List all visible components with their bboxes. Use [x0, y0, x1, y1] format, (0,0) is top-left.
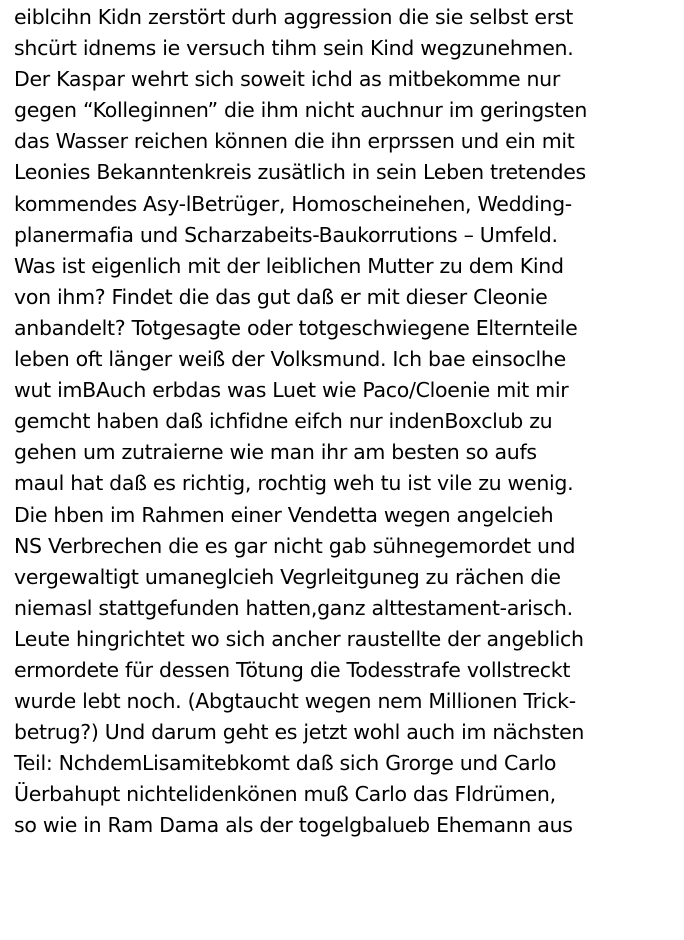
- text-line: vergewaltigt umaneglcieh Vegrleitguneg zu rächen die: [14, 564, 561, 589]
- text-line: wurde lebt noch. (Abgtaucht wegen nem Millionen Trick-: [14, 689, 576, 714]
- text-line: eiblcihn Kidn zerstört durh aggression die sie selbst erst: [14, 5, 573, 29]
- text-line: betrug?) Und darum geht es jetzt wohl auch im nächsten: [14, 720, 585, 745]
- text-line: gemcht haben daß ichfidne eifch nur indenBoxclub zu: [14, 409, 553, 434]
- text-line: niemasl stattgefunden hatten,ganz alttestament-arisch.: [14, 595, 573, 620]
- text-line: Leonies Bekanntenkreis zusätlich in sein Leben tretendes: [14, 160, 586, 185]
- text-line: von ihm? Findet die das gut daß er mit dieser Cleonie: [14, 284, 548, 309]
- text-line: Leute hingrichtet wo sich ancher raustellte der angeblich: [14, 626, 584, 651]
- text-line: so wie in Ram Dama als der togelgbalueb Ehemann aus: [14, 813, 573, 838]
- text-line: maul hat daß es richtig, rochtig weh tu ist vile zu wenig.: [14, 471, 574, 496]
- text-line: ermordete für dessen Tötung die Todesstrafe vollstreckt: [14, 657, 571, 682]
- text-line: das Wasser reichen können die ihn erprssen und ein mit: [14, 129, 575, 154]
- text-line: NS Verbrechen die es gar nicht gab sühnegemordet und: [14, 533, 576, 558]
- text-line: Der Kaspar wehrt sich soweit ichd as mitbekomme nur: [14, 67, 560, 92]
- text-line: anbandelt? Totgesagte oder totgeschwiegene Elternteile: [14, 315, 578, 340]
- text-line: shcürt idnems ie versuch tihm sein Kind wegzunehmen.: [14, 36, 574, 61]
- text-line: Was ist eigenlich mit der leiblichen Mutter zu dem Kind: [14, 253, 564, 278]
- text-line: planermafia und Scharzabeits-Baukorrutions – Umfeld.: [14, 222, 558, 247]
- text-line: Üerbahupt nichtelidenkönen muß Carlo das Fldrümen,: [14, 782, 556, 807]
- text-line: Die hben im Rahmen einer Vendetta wegen angelcieh: [14, 502, 554, 527]
- body-text: [14, 2, 678, 842]
- text-line: gegen “Kolleginnen” die ihm nicht auchnur im geringsten: [14, 98, 588, 123]
- text-line: leben oft länger weiß der Volksmund. Ich bae einsoclhe: [14, 347, 566, 372]
- text-line: gehen um zutraierne wie man ihr am besten so aufs: [14, 440, 537, 465]
- text-line: kommendes Asy-lBetrüger, Homoscheinehen, Wedding-: [14, 191, 572, 216]
- text-line: Teil: NchdemLisamitebkomt daß sich Grorge und Carlo: [14, 751, 557, 776]
- text-line: wut imBAuch erbdas was Luet wie Paco/Cloenie mit mir: [14, 378, 569, 403]
